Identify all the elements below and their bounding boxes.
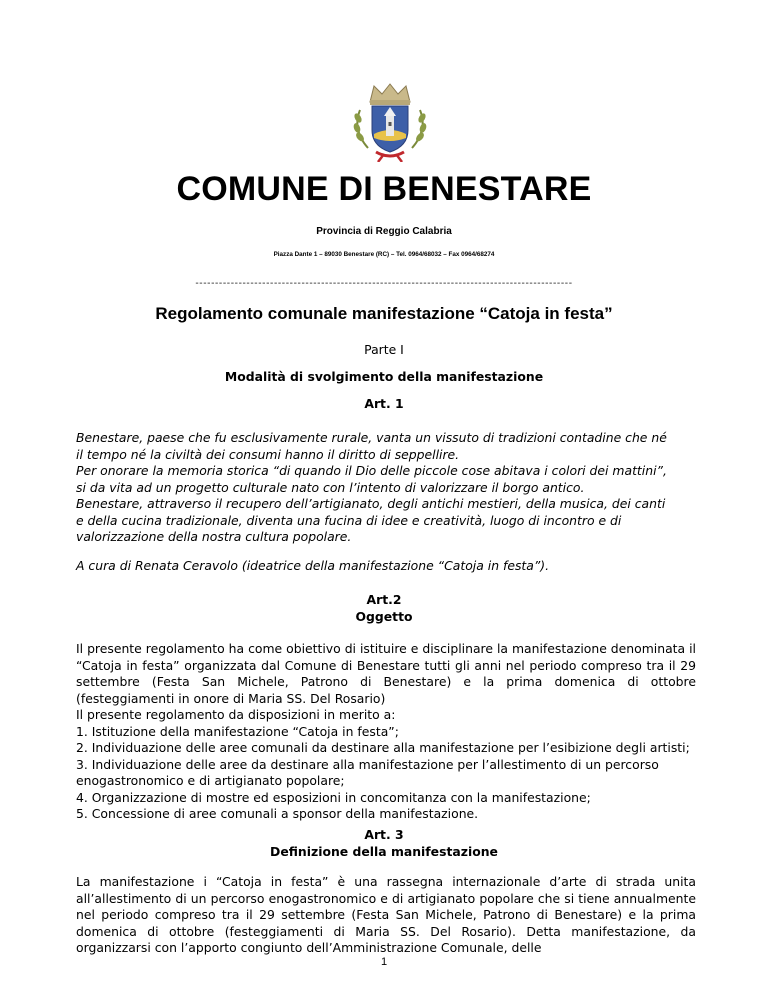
part-subtitle: Modalità di svolgimento della manifestazione: [224, 369, 544, 384]
art2-body: [76, 641, 696, 823]
page-number: 1: [380, 956, 388, 968]
art2-heading-block: [0, 592, 768, 625]
art3-heading-block: [0, 827, 768, 860]
art2-subheading: Oggetto: [355, 608, 413, 624]
municipality-title: COMUNE DI BENESTARE: [176, 170, 592, 208]
art2-item: 5. Concessione di aree comunali a sponsor della manifestazione.: [76, 806, 479, 821]
art2-intro: Il presente regolamento da disposizioni in merito a:: [76, 707, 396, 722]
art1-line: Benestare, attraverso il recupero dell’artigianato, degli antichi mestieri, della musica, dei canti: [76, 496, 666, 511]
part-label: Parte I: [364, 342, 404, 357]
art1-line: il tempo né la civiltà dei consumi hanno il diritto di seppellire.: [76, 446, 460, 462]
art3-subheading: Definizione della manifestazione: [270, 843, 498, 859]
art2-heading: Art.2: [366, 592, 402, 607]
art1-text: [76, 430, 696, 546]
art3-paragraph: La manifestazione i “Catoja in festa” è una rassegna internazionale d’arte di strada unita all’allestimento di un percorso enogastronomico e di artigianato popolare che si tiene annualmente nel periodo compreso tra il 29 settembre (Festa San Michele, Patrono di Benestare) e la prima domenica di ottobre (festeggiamenti di Maria SS. Del Rosario). Detta manifestazione, da organizzarsi con l’apporto congiunto dell’Amministrazione Comunale, delle: [76, 874, 696, 955]
crest-icon: [346, 80, 434, 162]
art2-item: 1. Istituzione della manifestazione “Catoja in festa”;: [76, 723, 399, 739]
art2-item: 3. Individuazione delle aree da destinare alla manifestazione per l’allestimento di un percorso enogastronomico e di artigianato popolare;: [76, 756, 659, 788]
address-line: Piazza Dante 1 – 89030 Benestare (RC) – Tel. 0964/68032 – Fax 0964/68274: [273, 251, 495, 258]
art1-line: si da vita ad un progetto culturale nato con l’intento di valorizzare il borgo antico.: [76, 479, 585, 495]
document-title: Regolamento comunale manifestazione “Catoja in festa”: [155, 304, 613, 323]
art1-credit: A cura di Renata Ceravolo (ideatrice della manifestazione “Catoja in festa”).: [76, 558, 550, 573]
art2-item: 4. Organizzazione di mostre ed esposizioni in concomitanza con la manifestazione;: [76, 789, 591, 805]
art1-line: valorizzazione della nostra cultura popolare.: [76, 529, 352, 544]
art1-line: e della cucina tradizionale, diventa una fucina di idee e creatività, luogo di incontro e di: [76, 512, 622, 528]
art1-line: Per onorare la memoria storica “di quando il Dio delle piccole cose abitava i colori dei mattini”,: [76, 463, 667, 478]
art2-paragraph: Il presente regolamento ha come obiettivo di istituire e disciplinare la manifestazione denominata il “Catoja in festa” organizzata dal Comune di Benestare tutti gli anni nel periodo compreso tra il 29 settembre (Festa San Michele, Patrono di Benestare) e la prima domenica di ottobre (festeggiamenti in onore di Maria SS. Del Rosario): [76, 641, 696, 706]
art3-heading: Art. 3: [364, 827, 404, 842]
art1-heading: Art. 1: [364, 396, 404, 411]
header-divider: ------------------------------------------------------------------------------------------------: [195, 278, 573, 289]
art1-line: Benestare, paese che fu esclusivamente rurale, vanta un vissuto di tradizioni contadine che né: [76, 430, 667, 445]
art2-item: 2. Individuazione delle aree comunali da destinare alla manifestazione per l’esibizione degli artisti;: [76, 740, 690, 755]
province-line: Provincia di Reggio Calabria: [316, 226, 452, 237]
